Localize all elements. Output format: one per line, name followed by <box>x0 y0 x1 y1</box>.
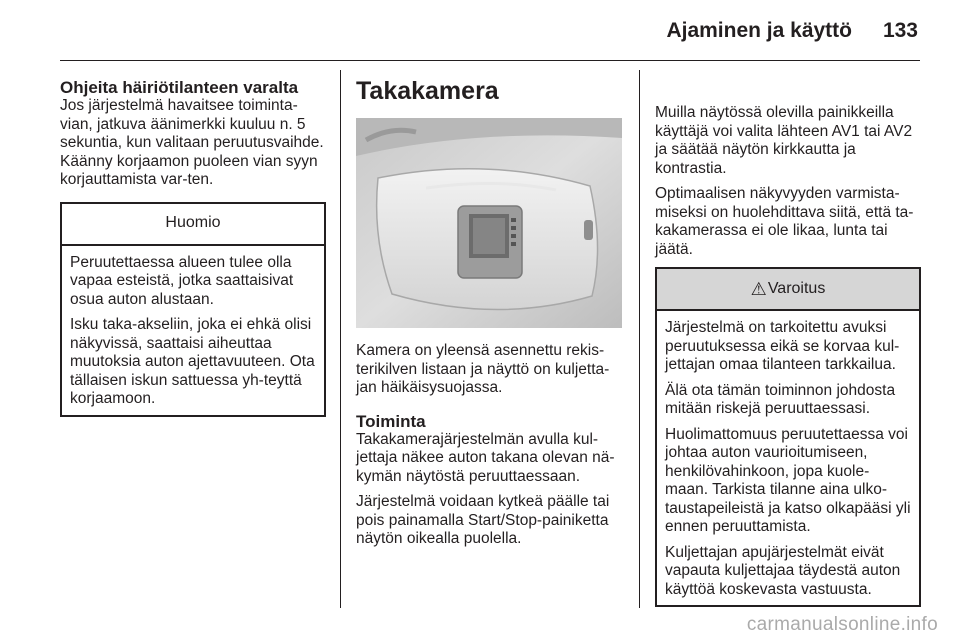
warning-header <box>657 269 919 311</box>
section-heading: Ohjeita häiriötilanteen varalta <box>60 78 299 97</box>
warning-body <box>657 311 919 605</box>
header-title: Ajaminen ja käyttö <box>666 19 852 42</box>
paragraph: Takakamerajärjestelmän avulla kul-jettaja näkee auton takana olevan nä-kymän näytöstä peruuttaessaan. <box>356 430 615 485</box>
column-divider <box>340 70 341 608</box>
page-number: 133 <box>882 19 918 42</box>
paragraph: Muilla näytössä olevilla painikkeilla käyttäjä voi valita lähteen AV1 tai AV2 ja säätää näytön kirkkautta ja kontrastia. <box>655 104 913 177</box>
notice-box <box>60 202 326 417</box>
sun-visor-camera-display-illustration <box>356 118 622 328</box>
warning-paragraph: Järjestelmä on tarkoitettu avuksi peruutuksessa eikä se korvaa kul-jettajan omaa tilanteen tarkkailua. <box>665 319 900 373</box>
paragraph: Optimaalisen näkyvyyden varmista-miseksi on huolehdittava siitä, että ta-kakamerassa ei ole likaa, lunta tai jäätä. <box>655 185 914 258</box>
column-3 <box>655 104 923 607</box>
section-title: Takakamera <box>356 77 499 105</box>
notice-body <box>62 246 324 415</box>
warning-paragraph: Älä ota tämän toiminnon johdosta mitään riskejä peruuttaessasi. <box>665 381 896 417</box>
header-divider <box>60 60 920 61</box>
column-2 <box>356 72 624 556</box>
paragraph: Kamera on yleensä asennettu rekis-terikilven listaan ja näyttö on kuljetta-jan häikäisysuojassa. <box>356 342 610 396</box>
section-heading: Toiminta <box>356 411 426 431</box>
column-1 <box>60 72 328 417</box>
column-divider <box>639 70 640 608</box>
warning-box <box>655 267 921 607</box>
warning-triangle-icon: ⚠ <box>750 278 767 299</box>
notice-paragraph: Isku taka-akseliin, joka ei ehkä olisi näkyvissä, saattaisi aiheuttaa muutoksia auton ajettavuuteen. Ota tällaisen iskun sattuessa yh-teyttä korjaamoon. <box>70 316 315 407</box>
paragraph: Jos järjestelmä havaitsee toiminta-vian, jatkuva äänimerkki kuuluu n. 5 sekuntia, kun valitaan peruutusvaihde. Käänny korjaamon puoleen vian syyn korjauttamista var-ten. <box>60 97 324 188</box>
warning-paragraph: Huolimattomuus peruutettaessa voi johtaa auton vaurioitumiseen, henkilövahinkoon, jopa kuole-maan. Tarkista tilanne aina ulko-taustapeileistä ja katso olkapääsi yli ennen peruuttamista. <box>665 425 911 535</box>
warning-title: Varoitus <box>767 279 826 297</box>
warning-paragraph: Kuljettajan apujärjestelmät eivät vapauta kuljettajaa täydestä auton käyttöä koskevasta vastuusta. <box>665 543 901 598</box>
paragraph: Järjestelmä voidaan kytkeä päälle tai pois painamalla Start/Stop-painiketta näytön oikealla puolella. <box>356 493 610 547</box>
notice-paragraph: Peruutettaessa alueen tulee olla vapaa esteistä, jotka saattaisivat osua auton alustaan. <box>70 253 294 308</box>
notice-title: Huomio <box>62 204 324 246</box>
watermark: carmanualsonline.info <box>746 614 938 635</box>
